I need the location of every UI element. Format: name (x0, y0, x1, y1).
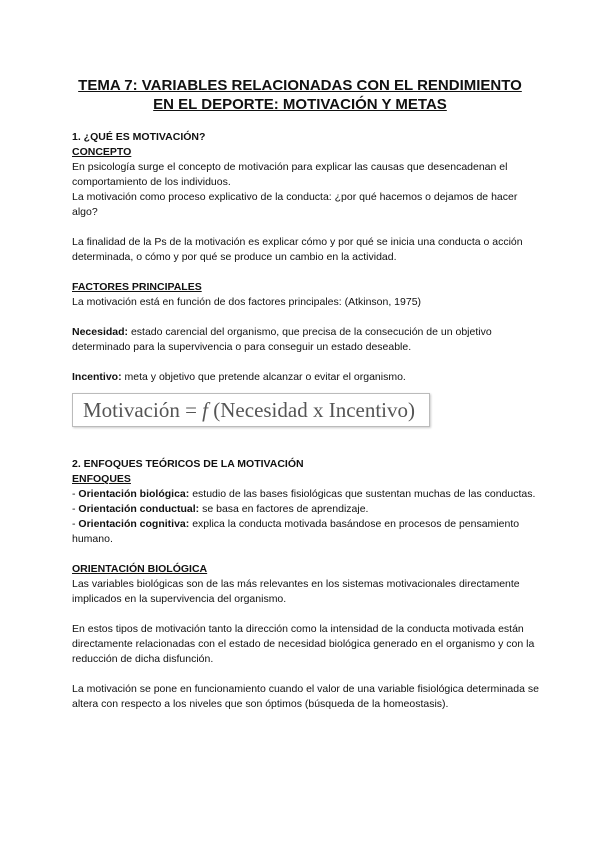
enfoque-text: explica la conducta motivada basándose en procesos de pensamiento humano. (72, 518, 520, 545)
formula-left: Motivación = (83, 398, 203, 422)
biologica-paragraph-1: Las variables biológicas son de las más relevantes en los sistemas motivacionales directamente implicados en la supervivencia del organismo. (72, 578, 520, 605)
document-title (60, 76, 540, 114)
enfoque-item: - Orientación conductual: se basa en factores de aprendizaje. (72, 503, 369, 515)
concepto-paragraph-1: En psicología surge el concepto de motivación para explicar las causas que desencadenan el comportamiento de los individuos. (72, 161, 508, 188)
section-1-heading: 1. ¿QUÉ ES MOTIVACIÓN? (72, 131, 206, 143)
section-2-heading: 2. ENFOQUES TEÓRICOS DE LA MOTIVACIÓN (72, 458, 304, 470)
enfoque-term: Orientación cognitiva: (78, 518, 190, 530)
formula-right: (Necesidad x Incentivo) (208, 398, 416, 422)
biologica-subheading: ORIENTACIÓN BIOLÓGICA (72, 563, 208, 575)
necesidad-term: Necesidad: (72, 326, 129, 338)
enfoque-term: Orientación conductual: (78, 503, 200, 515)
factores-paragraph: La motivación está en función de dos factores principales: (Atkinson, 1975) (72, 296, 422, 308)
enfoque-text: estudio de las bases fisiológicas que sustentan muchas de las conductas. (189, 488, 536, 500)
enfoque-item: - Orientación biológica: estudio de las bases fisiológicas que sustentan muchas de las conductas. (72, 488, 536, 500)
title-line-2: EN EL DEPORTE: MOTIVACIÓN Y METAS (153, 96, 447, 113)
title-line-1: TEMA 7: VARIABLES RELACIONADAS CON EL RENDIMIENTO (78, 77, 522, 94)
necesidad-definition (72, 325, 542, 355)
document-body (72, 130, 542, 712)
enfoque-text: se basa en factores de aprendizaje. (199, 503, 369, 515)
formula-function: f (202, 398, 209, 422)
incentivo-text: meta y objetivo que pretende alcanzar o evitar el organismo. (121, 371, 406, 383)
concepto-paragraph-2: La motivación como proceso explicativo de la conducta: ¿por qué hacemos o dejamos de hacer algo? (72, 191, 518, 218)
biologica-paragraph-2: En estos tipos de motivación tanto la dirección como la intensidad de la conducta motivada están directamente relacionadas con el estado de necesidad biológica generado en el organismo y con la reducción de dicha disfunción. (72, 623, 535, 665)
motivation-formula (72, 393, 430, 427)
concepto-paragraph-3: La finalidad de la Ps de la motivación es explicar cómo y por qué se inicia una conducta o acción determinada, o cómo y por qué se produce un cambio en la actividad. (72, 236, 523, 263)
concepto-subheading: CONCEPTO (72, 146, 132, 158)
enfoque-term: Orientación biológica: (78, 488, 190, 500)
incentivo-term: Incentivo: (72, 371, 122, 383)
factores-subheading: FACTORES PRINCIPALES (72, 281, 202, 293)
necesidad-text: estado carencial del organismo, que precisa de la consecución de un objetivo determinado para la supervivencia o para conseguir un estado deseable. (72, 326, 492, 353)
incentivo-definition (72, 370, 542, 385)
enfoques-subheading: ENFOQUES (72, 473, 131, 485)
enfoque-item: - Orientación cognitiva: explica la conducta motivada basándose en procesos de pensamiento humano. (72, 518, 520, 545)
biologica-paragraph-3: La motivación se pone en funcionamiento cuando el valor de una variable fisiológica determinada se altera con respecto a los niveles que son óptimos (búsqueda de la homeostasis). (72, 683, 539, 710)
